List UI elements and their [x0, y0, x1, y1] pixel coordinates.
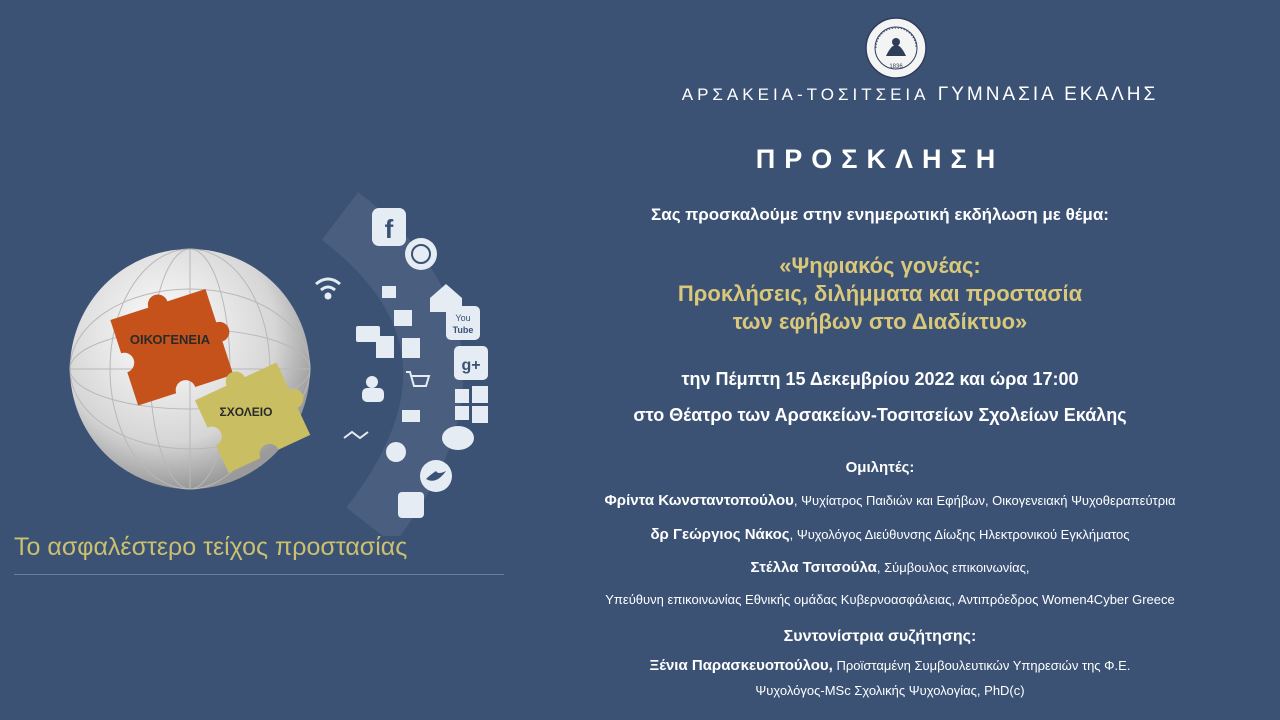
chat-icon	[442, 426, 474, 450]
puzzle-globe-artwork	[40, 186, 520, 536]
speaker-2	[500, 526, 1280, 543]
event-venue: στο Θέατρο των Αρσακείων-Τοσιτσείων Σχολείων Εκάλης	[633, 405, 1127, 425]
speaker-name: δρ Γεώργιος Νάκος	[650, 526, 790, 543]
event-date: την Πέμπτη 15 Δεκεμβρίου 2022 και ώρα 17:00	[681, 369, 1079, 389]
topic-line-3: των εφήβων στο Διαδίκτυο»	[732, 309, 1028, 334]
topic-line-2: Προκλήσεις, διλήμματα και προστασία	[677, 281, 1083, 306]
svg-text:f: f	[384, 214, 394, 244]
document-2-icon	[402, 338, 420, 358]
svg-text:g+: g+	[461, 357, 481, 374]
moderator-name: Ξένια Παρασκευοπούλου,	[649, 657, 833, 674]
globe-icon	[405, 238, 437, 270]
speaker-role: , Σύμβουλος επικοινωνίας,	[876, 560, 1030, 575]
school-label: ΣΧΟΛΕΙΟ	[219, 405, 273, 419]
family-label: ΟΙΚΟΓΕΝΕΙΑ	[129, 332, 211, 347]
speaker-name: Φρίντα Κωνσταντοπούλου	[604, 492, 794, 509]
home-small-icon	[398, 492, 424, 518]
speaker-role: , Ψυχολόγος Διεύθυνσης Δίωξης Ηλεκτρονικού Εγκλήματος	[789, 527, 1130, 542]
document-icon	[376, 336, 394, 358]
twitter-icon	[420, 460, 452, 492]
school-name	[560, 84, 1280, 106]
moderator-role: Προϊσταμένη Συμβουλευτικών Υπηρεσιών της Φ.Ε.	[832, 658, 1131, 673]
tagline-divider	[14, 574, 504, 575]
school-name-part2: ΓΥΜΝΑΣΙΑ ΕΚΑΛΗΣ	[937, 84, 1159, 105]
speaker-3	[500, 559, 1280, 576]
invitation-intro: Σας προσκαλούμε στην ενημερωτική εκδήλωση με θέμα:	[651, 205, 1109, 224]
moderator-role-line2: Ψυχολόγος-MSc Σχολικής Ψυχολογίας, PhD(c)	[755, 683, 1025, 698]
handshake-icon	[344, 432, 368, 438]
mail-icon	[402, 410, 420, 422]
svg-text:You: You	[455, 313, 471, 323]
chart-icon	[394, 310, 412, 326]
invitation-title: ΠΡΟΣΚΛΗΣΗ	[755, 144, 1005, 174]
event-topic	[560, 252, 1200, 336]
school-seal-logo	[864, 16, 928, 80]
moderator-heading: Συντονίστρια συζήτησης:	[783, 628, 977, 645]
people-icon	[362, 376, 384, 402]
svg-text:1836: 1836	[889, 64, 903, 70]
speaker-role: , Ψυχίατρος Παιδιών και Εφήβων, Οικογενειακή Ψυχοθεραπεύτρια	[793, 493, 1176, 508]
speaker-name: Στέλλα Τσιτσούλα	[750, 559, 877, 576]
phone-icon	[386, 442, 406, 462]
wifi-icon	[316, 279, 340, 298]
artwork-tagline: Το ασφαλέστερο τείχος προστασίας	[14, 533, 408, 561]
topic-line-1: «Ψηφιακός γονέας:	[779, 253, 981, 278]
google-plus-icon	[454, 346, 488, 380]
svg-text:Tube: Tube	[452, 325, 474, 335]
calendar-icon	[382, 286, 396, 298]
speaker-1	[500, 492, 1280, 509]
moderator	[500, 657, 1280, 674]
school-name-part1: ΑΡΣΑΚΕΙΑ-ΤΟΣΙΤΣΕΙΑ	[681, 85, 930, 104]
youtube-icon	[446, 306, 480, 340]
speaker-3-role-line2: Υπεύθυνη επικοινωνίας Εθνικής ομάδας Κυβερνοασφάλειας, Αντιπρόεδρος Women4Cyber Greece	[605, 592, 1175, 607]
facebook-icon	[372, 208, 406, 246]
speakers-heading: Ομιλητές:	[845, 459, 915, 476]
